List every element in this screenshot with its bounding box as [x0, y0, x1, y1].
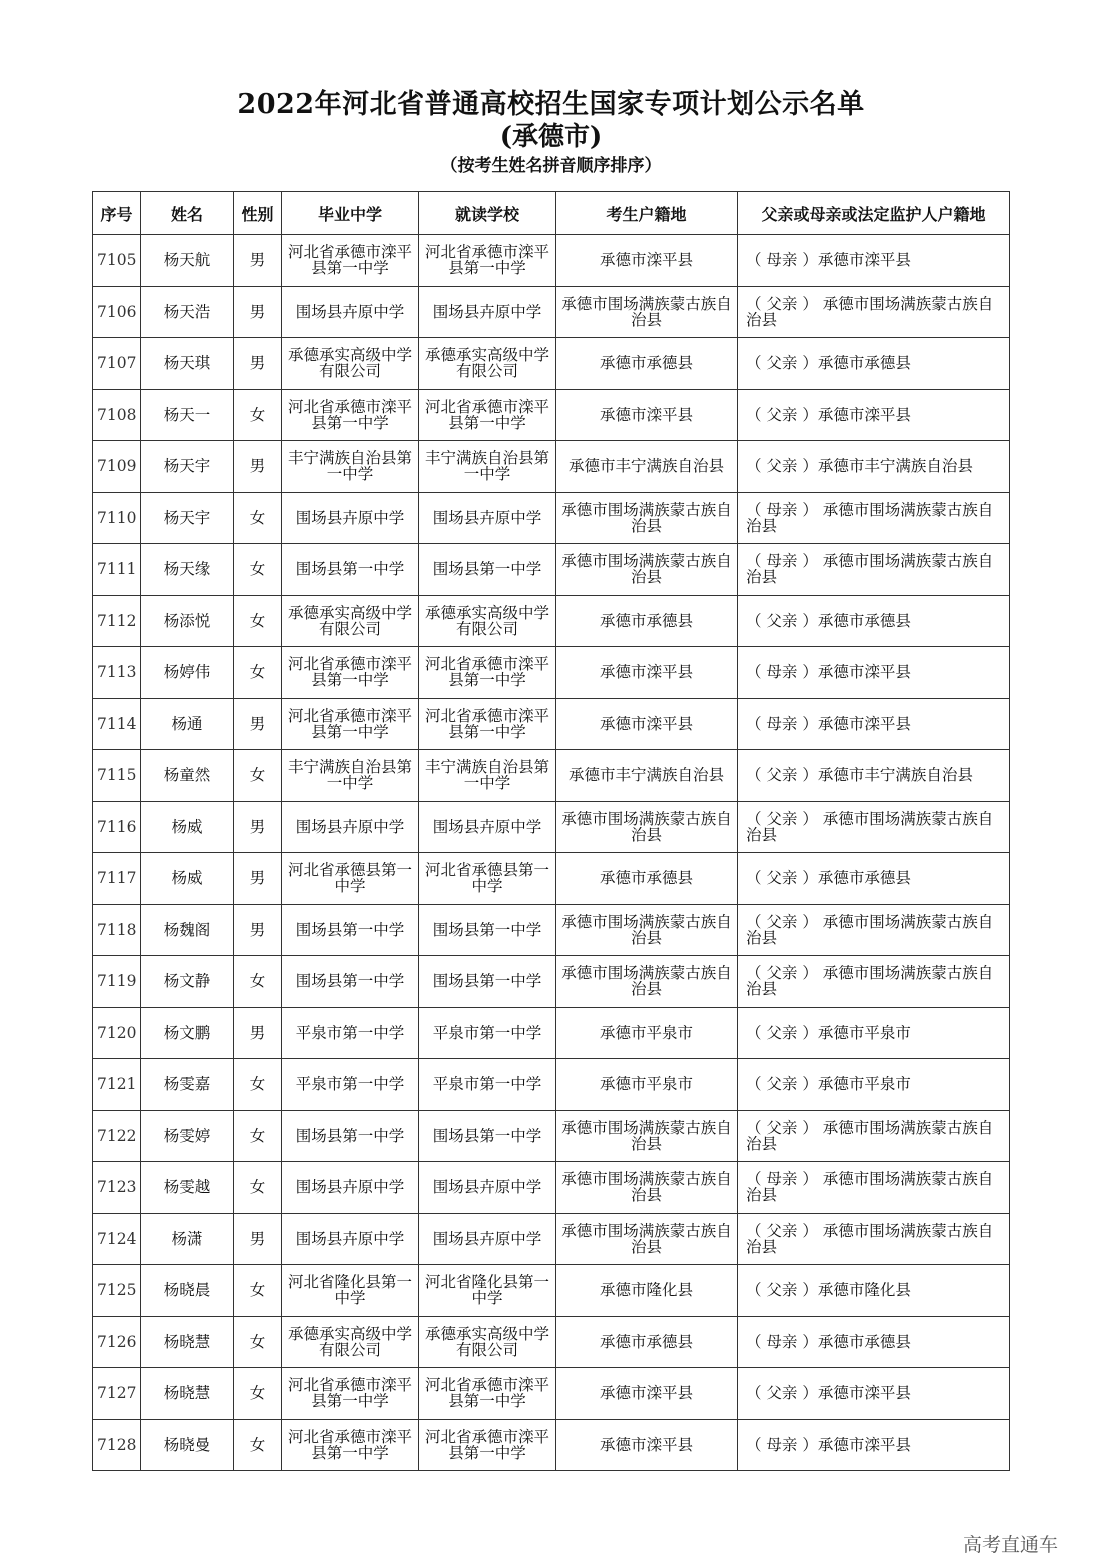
name-cell: 杨天缘	[141, 544, 234, 596]
household-cell: 承德市围场满族蒙古族自治县	[556, 904, 738, 956]
household-cell: 承德市滦平县	[556, 389, 738, 441]
number-cell: 7111	[93, 544, 141, 596]
household-cell: 承德市承德县	[556, 595, 738, 647]
guardian-cell: （ 父亲 ）承德市滦平县	[738, 1368, 1010, 1420]
current-school-cell: 平泉市第一中学	[419, 1007, 556, 1059]
household-cell: 承德市围场满族蒙古族自治县	[556, 544, 738, 596]
number-cell: 7125	[93, 1265, 141, 1317]
graduated-school-cell: 承德承实高级中学有限公司	[282, 595, 419, 647]
graduated-school-cell: 河北省承德市滦平县第一中学	[282, 698, 419, 750]
gender-cell: 女	[234, 595, 282, 647]
gender-cell: 女	[234, 1110, 282, 1162]
graduated-school-cell: 河北省承德市滦平县第一中学	[282, 1368, 419, 1420]
number-cell: 7120	[93, 1007, 141, 1059]
number-cell: 7123	[93, 1162, 141, 1214]
graduated-school-cell: 河北省承德市滦平县第一中学	[282, 1419, 419, 1471]
page-title: 2022年河北省普通高校招生国家专项计划公示名单	[237, 89, 865, 120]
name-cell: 杨晓慧	[141, 1316, 234, 1368]
number-cell: 7106	[93, 286, 141, 338]
household-cell: 承德市围场满族蒙古族自治县	[556, 801, 738, 853]
current-school-cell: 围场县卉原中学	[419, 801, 556, 853]
table-row	[93, 1368, 1010, 1420]
name-cell: 杨雯婷	[141, 1110, 234, 1162]
gender-cell: 女	[234, 1059, 282, 1111]
guardian-cell: （ 母亲 ） 承德市围场满族蒙古族自治县	[738, 544, 1010, 596]
number-cell: 7128	[93, 1419, 141, 1471]
name-cell: 杨晓曼	[141, 1419, 234, 1471]
guardian-cell: （ 父亲 ）承德市丰宁满族自治县	[738, 750, 1010, 802]
name-cell: 杨添悦	[141, 595, 234, 647]
number-cell: 7122	[93, 1110, 141, 1162]
guardian-cell: （ 父亲 ） 承德市围场满族蒙古族自治县	[738, 904, 1010, 956]
current-school-cell: 围场县卉原中学	[419, 1162, 556, 1214]
current-school-cell: 围场县第一中学	[419, 956, 556, 1008]
sort-note: （按考生姓名拼音顺序排序）	[440, 156, 662, 176]
name-cell: 杨天琪	[141, 338, 234, 390]
graduated-school-cell: 围场县卉原中学	[282, 801, 419, 853]
graduated-school-cell: 围场县卉原中学	[282, 1162, 419, 1214]
graduated-school-cell: 河北省承德市滦平县第一中学	[282, 647, 419, 699]
household-cell: 承德市围场满族蒙古族自治县	[556, 1110, 738, 1162]
guardian-cell: （ 母亲 ）承德市滦平县	[738, 647, 1010, 699]
household-cell: 承德市平泉市	[556, 1059, 738, 1111]
number-cell: 7116	[93, 801, 141, 853]
household-cell: 承德市滦平县	[556, 1368, 738, 1420]
guardian-cell: （ 母亲 ）承德市承德县	[738, 1316, 1010, 1368]
table-row	[93, 338, 1010, 390]
household-cell: 承德市滦平县	[556, 1419, 738, 1471]
current-school-cell: 河北省隆化县第一中学	[419, 1265, 556, 1317]
household-cell: 承德市平泉市	[556, 1007, 738, 1059]
household-cell: 承德市围场满族蒙古族自治县	[556, 1213, 738, 1265]
guardian-cell: （ 父亲 ）承德市平泉市	[738, 1059, 1010, 1111]
table-row	[93, 544, 1010, 596]
table-row	[93, 235, 1010, 287]
graduated-school-cell: 河北省承德市滦平县第一中学	[282, 235, 419, 287]
table-row	[93, 1316, 1010, 1368]
guardian-cell: （ 父亲 ）承德市承德县	[738, 853, 1010, 905]
guardian-cell: （ 父亲 ） 承德市围场满族蒙古族自治县	[738, 801, 1010, 853]
household-cell: 承德市承德县	[556, 338, 738, 390]
name-cell: 杨天一	[141, 389, 234, 441]
guardian-cell: （ 母亲 ）承德市滦平县	[738, 698, 1010, 750]
current-school-cell: 河北省承德市滦平县第一中学	[419, 647, 556, 699]
gender-cell: 女	[234, 1419, 282, 1471]
household-cell: 承德市承德县	[556, 1316, 738, 1368]
table-row	[93, 286, 1010, 338]
table-header-row	[93, 192, 1010, 235]
graduated-school-cell: 围场县第一中学	[282, 956, 419, 1008]
table-row	[93, 801, 1010, 853]
table-row	[93, 1162, 1010, 1214]
graduated-school-cell: 河北省承德市滦平县第一中学	[282, 389, 419, 441]
graduated-school-cell: 围场县卉原中学	[282, 492, 419, 544]
gender-cell: 男	[234, 1213, 282, 1265]
table-row	[93, 1419, 1010, 1471]
current-school-cell: 围场县卉原中学	[419, 1213, 556, 1265]
current-school-cell: 河北省承德市滦平县第一中学	[419, 1368, 556, 1420]
table-row	[93, 956, 1010, 1008]
gender-cell: 男	[234, 698, 282, 750]
name-cell: 杨魏阁	[141, 904, 234, 956]
graduated-school-cell: 围场县卉原中学	[282, 1213, 419, 1265]
name-cell: 杨童然	[141, 750, 234, 802]
name-cell: 杨雯越	[141, 1162, 234, 1214]
watermark: 高考直通车	[963, 1534, 1059, 1556]
current-school-cell: 河北省承德市滦平县第一中学	[419, 235, 556, 287]
number-cell: 7127	[93, 1368, 141, 1420]
guardian-cell: （ 父亲 ） 承德市围场满族蒙古族自治县	[738, 286, 1010, 338]
guardian-cell: （ 父亲 ）承德市承德县	[738, 595, 1010, 647]
household-cell: 承德市滦平县	[556, 647, 738, 699]
current-school-cell: 围场县第一中学	[419, 904, 556, 956]
current-school-cell: 河北省承德市滦平县第一中学	[419, 389, 556, 441]
table-row	[93, 389, 1010, 441]
current-school-cell: 承德承实高级中学有限公司	[419, 338, 556, 390]
household-cell: 承德市隆化县	[556, 1265, 738, 1317]
graduated-school-cell: 河北省承德县第一中学	[282, 853, 419, 905]
guardian-cell: （ 父亲 ） 承德市围场满族蒙古族自治县	[738, 956, 1010, 1008]
number-cell: 7108	[93, 389, 141, 441]
gender-cell: 女	[234, 647, 282, 699]
name-cell: 杨威	[141, 853, 234, 905]
guardian-cell: （ 父亲 ）承德市丰宁满族自治县	[738, 441, 1010, 493]
name-cell: 杨晓慧	[141, 1368, 234, 1420]
header-gender: 性别	[234, 192, 282, 235]
header-guardian-registration: 父亲或母亲或法定监护人户籍地	[738, 192, 1010, 235]
header-current-school: 就读学校	[419, 192, 556, 235]
table-row	[93, 853, 1010, 905]
graduated-school-cell: 围场县第一中学	[282, 544, 419, 596]
current-school-cell: 河北省承德市滦平县第一中学	[419, 1419, 556, 1471]
name-cell: 杨天宇	[141, 441, 234, 493]
graduated-school-cell: 平泉市第一中学	[282, 1059, 419, 1111]
current-school-cell: 平泉市第一中学	[419, 1059, 556, 1111]
name-cell: 杨天航	[141, 235, 234, 287]
household-cell: 承德市丰宁满族自治县	[556, 750, 738, 802]
number-cell: 7112	[93, 595, 141, 647]
current-school-cell: 围场县第一中学	[419, 544, 556, 596]
guardian-cell: （ 母亲 ） 承德市围场满族蒙古族自治县	[738, 492, 1010, 544]
table-row	[93, 698, 1010, 750]
current-school-cell: 河北省承德县第一中学	[419, 853, 556, 905]
gender-cell: 男	[234, 441, 282, 493]
number-cell: 7115	[93, 750, 141, 802]
gender-cell: 女	[234, 1368, 282, 1420]
graduated-school-cell: 围场县第一中学	[282, 1110, 419, 1162]
table-row	[93, 595, 1010, 647]
name-cell: 杨文静	[141, 956, 234, 1008]
header-name: 姓名	[141, 192, 234, 235]
number-cell: 7109	[93, 441, 141, 493]
gender-cell: 女	[234, 544, 282, 596]
name-cell: 杨天宇	[141, 492, 234, 544]
gender-cell: 女	[234, 492, 282, 544]
number-cell: 7107	[93, 338, 141, 390]
name-cell: 杨天浩	[141, 286, 234, 338]
table-row	[93, 492, 1010, 544]
name-cell: 杨雯嘉	[141, 1059, 234, 1111]
guardian-cell: （ 父亲 ）承德市滦平县	[738, 389, 1010, 441]
graduated-school-cell: 丰宁满族自治县第一中学	[282, 750, 419, 802]
number-cell: 7126	[93, 1316, 141, 1368]
table-row	[93, 647, 1010, 699]
header-number: 序号	[93, 192, 141, 235]
number-cell: 7113	[93, 647, 141, 699]
guardian-cell: （ 父亲 ）承德市承德县	[738, 338, 1010, 390]
guardian-cell: （ 父亲 ）承德市隆化县	[738, 1265, 1010, 1317]
graduated-school-cell: 承德承实高级中学有限公司	[282, 1316, 419, 1368]
number-cell: 7110	[93, 492, 141, 544]
number-cell: 7118	[93, 904, 141, 956]
household-cell: 承德市围场满族蒙古族自治县	[556, 956, 738, 1008]
graduated-school-cell: 围场县第一中学	[282, 904, 419, 956]
current-school-cell: 河北省承德市滦平县第一中学	[419, 698, 556, 750]
current-school-cell: 围场县第一中学	[419, 1110, 556, 1162]
gender-cell: 女	[234, 750, 282, 802]
gender-cell: 女	[234, 1265, 282, 1317]
number-cell: 7114	[93, 698, 141, 750]
name-cell: 杨文鹏	[141, 1007, 234, 1059]
table-row	[93, 1265, 1010, 1317]
current-school-cell: 承德承实高级中学有限公司	[419, 595, 556, 647]
number-cell: 7119	[93, 956, 141, 1008]
number-cell: 7105	[93, 235, 141, 287]
gender-cell: 男	[234, 904, 282, 956]
current-school-cell: 围场县卉原中学	[419, 492, 556, 544]
graduated-school-cell: 围场县卉原中学	[282, 286, 419, 338]
table-row	[93, 1007, 1010, 1059]
name-cell: 杨潇	[141, 1213, 234, 1265]
guardian-cell: （ 母亲 ）承德市滦平县	[738, 1419, 1010, 1471]
name-cell: 杨通	[141, 698, 234, 750]
gender-cell: 女	[234, 956, 282, 1008]
page-subtitle: (承德市)	[499, 122, 603, 152]
table-row	[93, 1213, 1010, 1265]
graduated-school-cell: 丰宁满族自治县第一中学	[282, 441, 419, 493]
current-school-cell: 围场县卉原中学	[419, 286, 556, 338]
gender-cell: 男	[234, 338, 282, 390]
gender-cell: 男	[234, 1007, 282, 1059]
household-cell: 承德市丰宁满族自治县	[556, 441, 738, 493]
current-school-cell: 丰宁满族自治县第一中学	[419, 441, 556, 493]
number-cell: 7117	[93, 853, 141, 905]
graduated-school-cell: 承德承实高级中学有限公司	[282, 338, 419, 390]
graduated-school-cell: 河北省隆化县第一中学	[282, 1265, 419, 1317]
number-cell: 7124	[93, 1213, 141, 1265]
table-row	[93, 1059, 1010, 1111]
guardian-cell: （ 母亲 ） 承德市围场满族蒙古族自治县	[738, 1162, 1010, 1214]
gender-cell: 男	[234, 235, 282, 287]
guardian-cell: （ 母亲 ）承德市滦平县	[738, 235, 1010, 287]
current-school-cell: 承德承实高级中学有限公司	[419, 1316, 556, 1368]
header-household-registration: 考生户籍地	[556, 192, 738, 235]
gender-cell: 女	[234, 1162, 282, 1214]
household-cell: 承德市滦平县	[556, 698, 738, 750]
household-cell: 承德市承德县	[556, 853, 738, 905]
guardian-cell: （ 父亲 ）承德市平泉市	[738, 1007, 1010, 1059]
household-cell: 承德市围场满族蒙古族自治县	[556, 286, 738, 338]
table-row	[93, 1110, 1010, 1162]
name-cell: 杨晓晨	[141, 1265, 234, 1317]
guardian-cell: （ 父亲 ） 承德市围场满族蒙古族自治县	[738, 1213, 1010, 1265]
gender-cell: 男	[234, 801, 282, 853]
current-school-cell: 丰宁满族自治县第一中学	[419, 750, 556, 802]
guardian-cell: （ 父亲 ） 承德市围场满族蒙古族自治县	[738, 1110, 1010, 1162]
gender-cell: 男	[234, 286, 282, 338]
gender-cell: 女	[234, 1316, 282, 1368]
table-row	[93, 441, 1010, 493]
gender-cell: 男	[234, 853, 282, 905]
table-row	[93, 904, 1010, 956]
household-cell: 承德市围场满族蒙古族自治县	[556, 1162, 738, 1214]
graduated-school-cell: 平泉市第一中学	[282, 1007, 419, 1059]
name-cell: 杨威	[141, 801, 234, 853]
roster-table	[92, 191, 1010, 1471]
header-graduated-school: 毕业中学	[282, 192, 419, 235]
name-cell: 杨婷伟	[141, 647, 234, 699]
household-cell: 承德市围场满族蒙古族自治县	[556, 492, 738, 544]
gender-cell: 女	[234, 389, 282, 441]
table-row	[93, 750, 1010, 802]
household-cell: 承德市滦平县	[556, 235, 738, 287]
number-cell: 7121	[93, 1059, 141, 1111]
